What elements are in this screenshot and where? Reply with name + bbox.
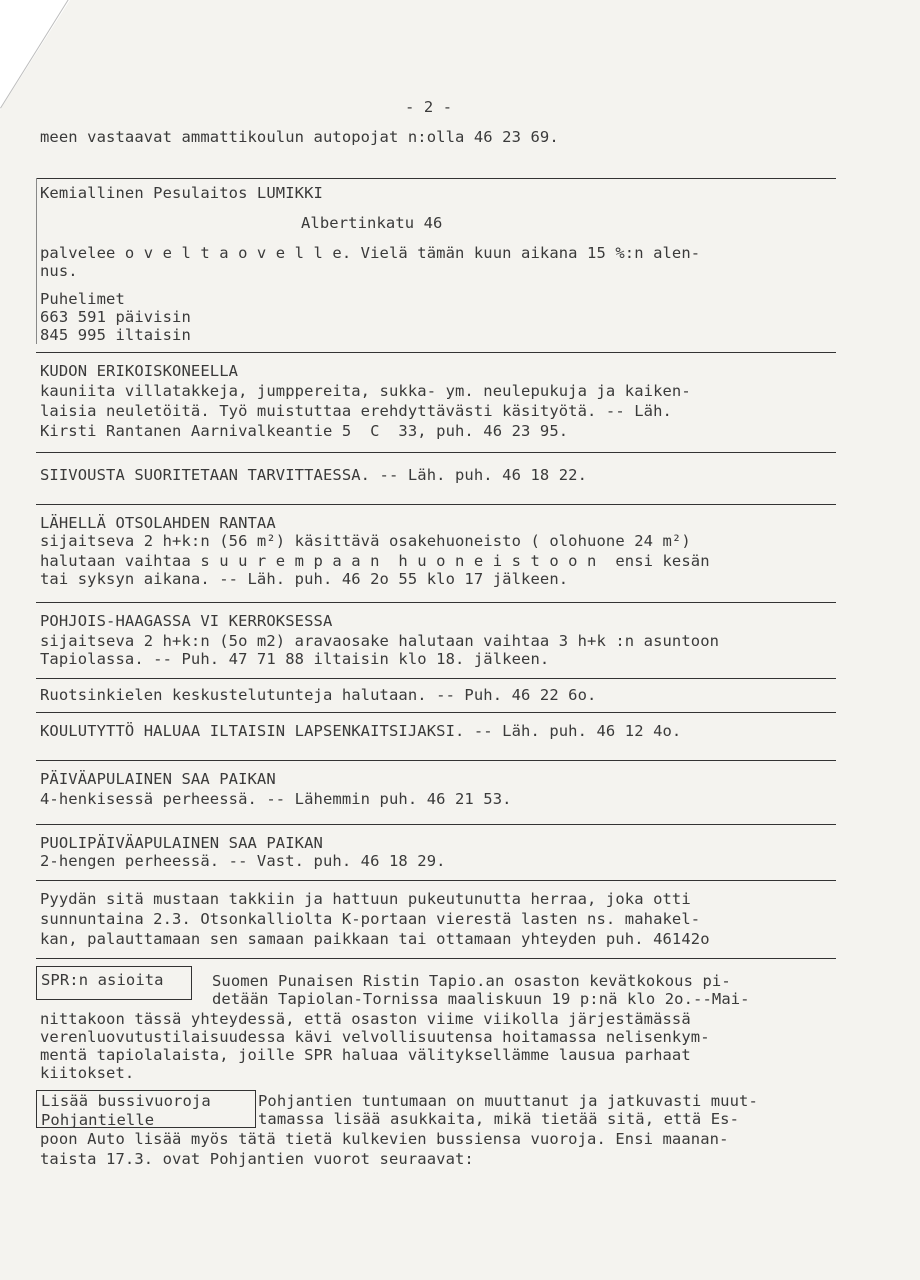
divider <box>36 678 836 679</box>
ad-takki-text: kan, palauttamaan sen samaan paikkaan tai ottamaan yhteyden puh. 46142o <box>40 930 710 948</box>
bussi-text: poon Auto lisää myös tätä tietä kulkevien bussiensa vuoroja. Ensi maanan- <box>40 1130 729 1148</box>
ad-kudon-title: KUDON ERIKOISKONEELLA <box>40 362 239 380</box>
divider <box>36 504 836 505</box>
divider <box>36 178 836 179</box>
ad-puolipaiva-title: PUOLIPÄIVÄAPULAINEN SAA PAIKAN <box>40 834 323 852</box>
ad-haaga-text: sijaitseva 2 h+k:n (5o m2) aravaosake halutaan vaihtaa 3 h+k :n asuntoon <box>40 632 720 650</box>
ad-rantaa-text: sijaitseva 2 h+k:n (56 m²) käsittävä osakehuoneisto ( olohuone 24 m²) <box>40 532 691 550</box>
bussi-text: tamassa lisää asukkaita, mikä tietää sitä, että Es- <box>258 1110 740 1128</box>
divider <box>36 958 836 959</box>
ad-ruotsi: Ruotsinkielen keskustelutunteja halutaan. -- Puh. 46 22 6o. <box>40 686 597 704</box>
spr-label-box <box>36 966 192 1000</box>
intro-line: meen vastaavat ammattikoulun autopojat n:olla 46 23 69. <box>40 128 559 146</box>
ad-takki-text: sunnuntaina 2.3. Otsonkalliolta K-portaan vierestä lasten ns. mahakel- <box>40 910 701 928</box>
ad-lumikki-phone: 663 591 päivisin <box>40 308 191 326</box>
folded-corner <box>0 0 70 110</box>
spr-text: verenluovutustilaisuudessa kävi velvollisuutensa hoitamassa nelisenkym- <box>40 1028 710 1046</box>
ad-koulutytto: KOULUTYTTÖ HALUAA ILTAISIN LAPSENKAITSIJAKSI. -- Läh. puh. 46 12 4o. <box>40 722 682 740</box>
ad-paivaapulainen-text: 4-henkisessä perheessä. -- Lähemmin puh. 46 21 53. <box>40 790 512 808</box>
spr-text: Suomen Punaisen Ristin Tapio.an osaston kevätkokous pi- <box>212 972 731 990</box>
bussi-label: Pohjantielle <box>41 1111 155 1129</box>
ad-lumikki-phone: 845 995 iltaisin <box>40 326 191 344</box>
ad-lumikki-text: nus. <box>40 262 78 280</box>
ad-rantaa-text: halutaan vaihtaa s u u r e m p a a n h u o n e i s t o o n ensi kesän <box>40 552 710 570</box>
ad-siivous: SIIVOUSTA SUORITETAAN TARVITTAESSA. -- Läh. puh. 46 18 22. <box>40 466 588 484</box>
bussi-label-box <box>36 1090 256 1128</box>
ad-rantaa-text: tai syksyn aikana. -- Läh. puh. 46 2o 55 klo 17 jälkeen. <box>40 570 569 588</box>
ad-haaga-title: POHJOIS-HAAGASSA VI KERROKSESSA <box>40 612 333 630</box>
bussi-text: taista 17.3. ovat Pohjantien vuorot seuraavat: <box>40 1150 474 1168</box>
spr-text: detään Tapiolan-Tornissa maaliskuun 19 p:nä klo 2o.--Mai- <box>212 990 750 1008</box>
ad-kudon-text: Kirsti Rantanen Aarnivalkeantie 5 C 33, puh. 46 23 95. <box>40 422 569 440</box>
ad-kudon-text: laisia neuletöitä. Työ muistuttaa erehdyttävästi käsityötä. -- Läh. <box>40 402 672 420</box>
divider <box>36 824 836 825</box>
ad-rantaa-title: LÄHELLÄ OTSOLAHDEN RANTAA <box>40 514 276 532</box>
ad-lumikki-title: Kemiallinen Pesulaitos LUMIKKI <box>40 184 323 202</box>
ad-paivaapulainen-title: PÄIVÄAPULAINEN SAA PAIKAN <box>40 770 276 788</box>
bussi-text: Pohjantien tuntumaan on muuttanut ja jatkuvasti muut- <box>258 1092 758 1110</box>
page-number: - 2 - <box>405 98 453 116</box>
ad-kudon-text: kauniita villatakkeja, jumppereita, sukka- ym. neulepukuja ja kaiken- <box>40 382 691 400</box>
ad-lumikki-phones-label: Puhelimet <box>40 290 125 308</box>
divider <box>36 602 836 603</box>
bussi-label: Lisää bussivuoroja <box>41 1092 211 1110</box>
ad-haaga-text: Tapiolassa. -- Puh. 47 71 88 iltaisin klo 18. jälkeen. <box>40 650 550 668</box>
divider <box>36 760 836 761</box>
margin-line <box>36 178 37 344</box>
ad-puolipaiva-text: 2-hengen perheessä. -- Vast. puh. 46 18 29. <box>40 852 446 870</box>
spr-text: mentä tapiolalaista, joille SPR haluaa välityksellämme lausua parhaat <box>40 1046 691 1064</box>
spr-text: nittakoon tässä yhteydessä, että osaston viime viikolla järjestämässä <box>40 1010 691 1028</box>
divider <box>36 880 836 881</box>
spr-label: SPR:n asioita <box>41 971 164 989</box>
divider <box>36 452 836 453</box>
ad-takki-text: Pyydän sitä mustaan takkiin ja hattuun pukeutunutta herraa, joka otti <box>40 890 691 908</box>
ad-lumikki-text: palvelee o v e l t a o v e l l e. Vielä tämän kuun aikana 15 %:n alen- <box>40 244 701 262</box>
divider <box>36 712 836 713</box>
spr-text: kiitokset. <box>40 1064 135 1082</box>
ad-lumikki-address: Albertinkatu 46 <box>301 214 443 232</box>
divider <box>36 352 836 353</box>
